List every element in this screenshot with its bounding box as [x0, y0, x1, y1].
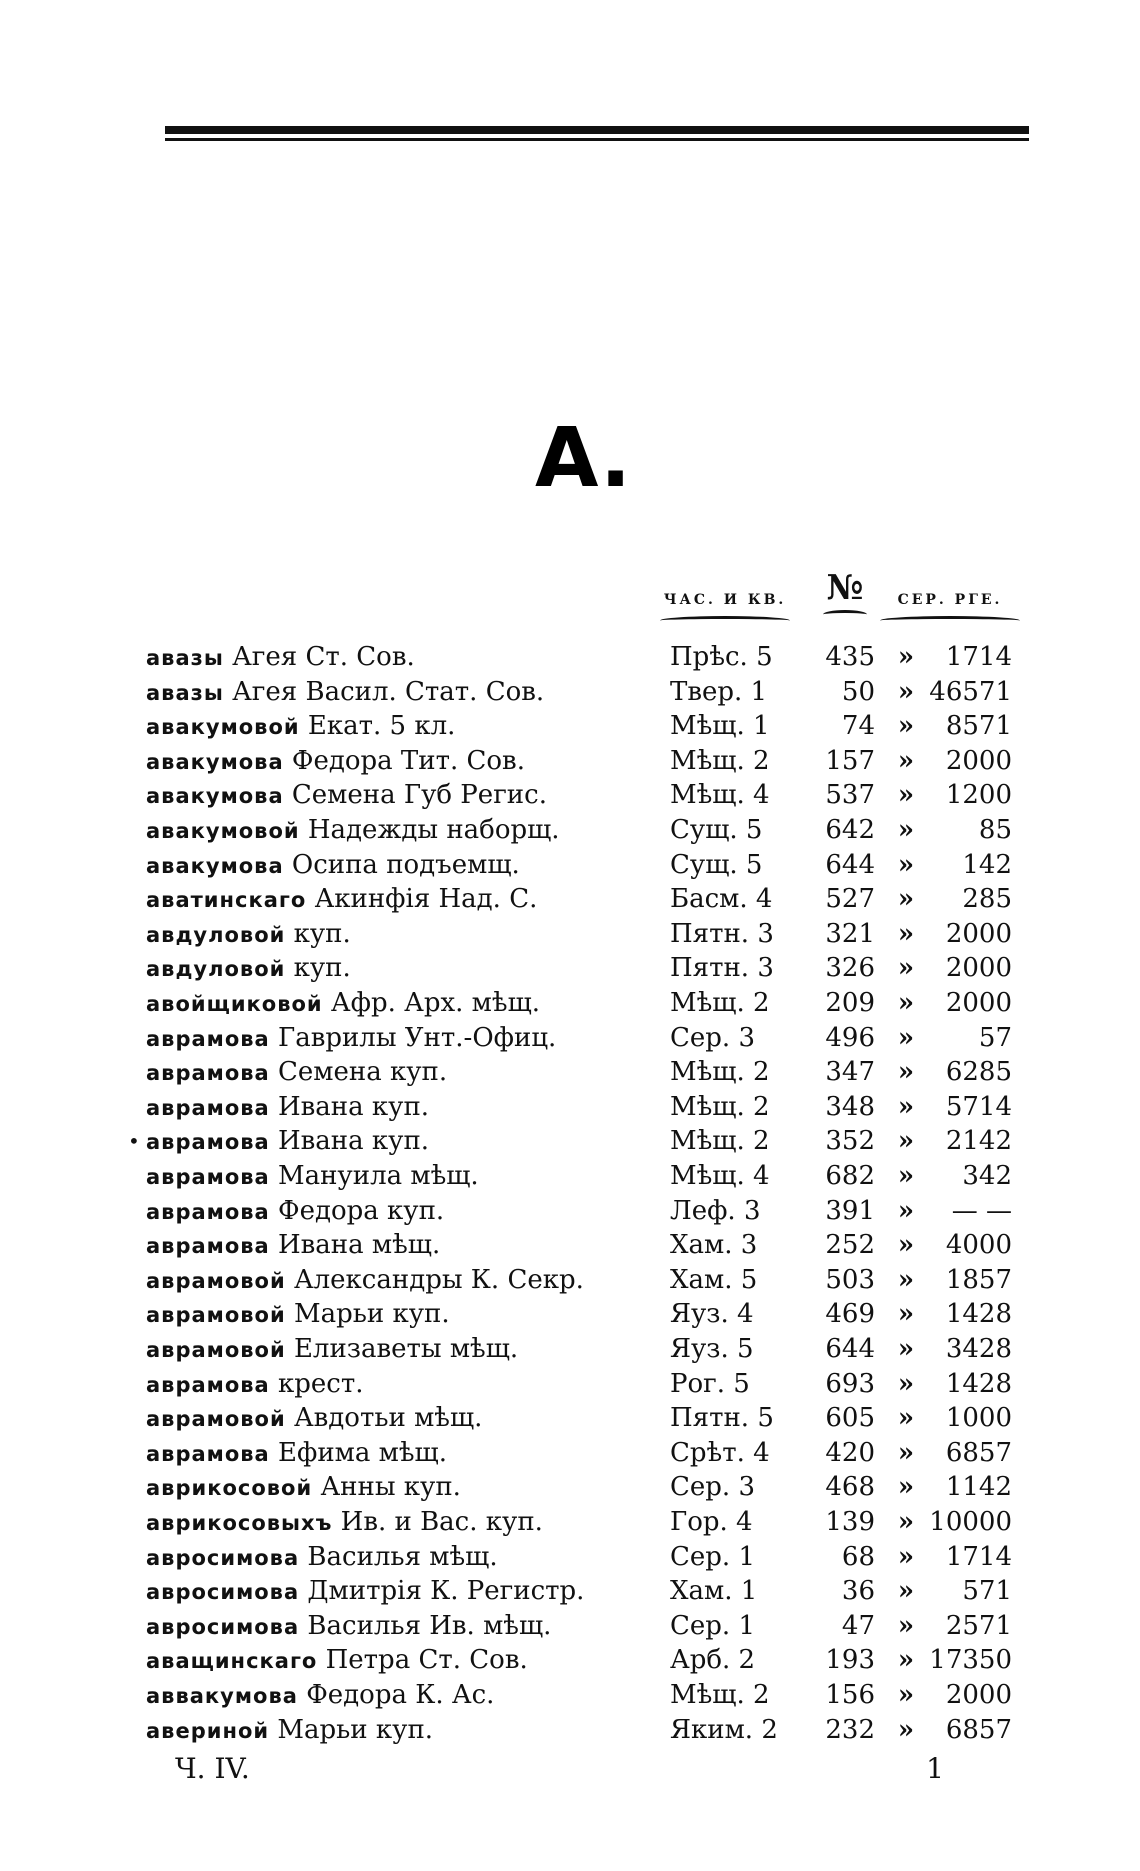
entry-name	[146, 1124, 660, 1159]
ditto-mark: »	[897, 1334, 915, 1364]
column-header-number	[815, 568, 875, 608]
column-header-series-label: СЕР. РГЕ.	[897, 592, 1003, 608]
entry-amount: 1714	[945, 642, 1012, 672]
entry-details: Дмитрія К. Регистр.	[307, 1576, 585, 1607]
ditto-mark: »	[897, 1091, 915, 1122]
entry-details: Федора К. Ас.	[306, 1680, 495, 1710]
entry-part: Сер. 1	[670, 1541, 755, 1572]
entry-details: Осипа подъемщ.	[291, 849, 520, 880]
swash-ornament	[880, 616, 1020, 625]
list-item	[0, 1124, 1140, 1158]
entry-amount: 2142	[945, 1126, 1012, 1157]
ditto-mark: »	[897, 1437, 915, 1468]
entry-name	[146, 1159, 660, 1194]
list-item	[0, 1713, 1140, 1747]
list-item	[0, 1055, 1140, 1089]
entry-part: Хам. 5	[670, 1264, 758, 1295]
entry-amount: 2000	[945, 988, 1012, 1018]
entry-part: Мѣщ. 4	[670, 1161, 770, 1191]
entry-name	[146, 1643, 660, 1678]
entry-details: Александры К. Секр.	[293, 1264, 584, 1295]
entry-details: Афр. Арх. мѣщ.	[330, 988, 541, 1018]
list-item	[0, 848, 1140, 882]
entry-amount: 2000	[945, 1680, 1012, 1710]
entry-part: Яуз. 5	[670, 1334, 754, 1364]
entry-part: Хам. 1	[670, 1576, 758, 1607]
entry-number: 209	[825, 988, 875, 1018]
list-item	[0, 986, 1140, 1020]
entry-name	[146, 675, 660, 710]
entry-part: Хам. 3	[670, 1230, 758, 1261]
ditto-mark: »	[897, 953, 915, 984]
ditto-mark: »	[897, 1368, 915, 1399]
ditto-mark: »	[897, 1264, 915, 1295]
list-item	[0, 1263, 1140, 1297]
entry-surname: аврамова	[146, 1026, 270, 1051]
list-item	[0, 1194, 1140, 1228]
entry-amount: 3428	[945, 1334, 1012, 1364]
entry-number: 68	[841, 1541, 875, 1572]
entry-number: 605	[825, 1403, 875, 1434]
entry-name	[146, 640, 660, 675]
entry-surname: аватинскаго	[146, 888, 307, 913]
list-item	[0, 1401, 1140, 1435]
entry-part: Пятн. 3	[670, 918, 774, 949]
entry-name	[146, 1228, 660, 1263]
entry-name	[146, 1055, 660, 1090]
entry-surname: авакумова	[146, 853, 284, 878]
entry-part: Пятн. 3	[670, 953, 774, 984]
entry-part: Сущ. 5	[670, 815, 763, 845]
top-rule	[165, 126, 1029, 134]
entry-part: Басм. 4	[670, 884, 773, 915]
ditto-mark: »	[897, 780, 915, 811]
entry-amount: 17350	[929, 1645, 1012, 1676]
entry-number: 252	[825, 1230, 875, 1261]
entry-number: 36	[841, 1576, 875, 1607]
entry-details: Ив. и Вас. куп.	[340, 1507, 543, 1537]
list-item	[0, 1021, 1140, 1055]
entry-surname: авдуловой	[146, 957, 286, 982]
entry-name	[146, 1090, 660, 1125]
entry-details: Ивана куп.	[277, 1126, 430, 1157]
ditto-mark: »	[897, 849, 915, 880]
entry-name	[146, 1540, 660, 1575]
entry-details: Гаврилы Унт.-Офиц.	[277, 1022, 557, 1053]
entry-surname: аврамова	[146, 1372, 270, 1397]
swash-ornament	[823, 610, 867, 619]
entry-name	[146, 986, 660, 1021]
entry-surname: аввакумова	[146, 1684, 298, 1708]
entry-number: 644	[825, 1334, 875, 1364]
entry-amount: 142	[962, 849, 1012, 880]
entry-name	[146, 882, 660, 917]
entry-details: Екат. 5 кл.	[307, 711, 456, 742]
ditto-mark: »	[897, 1022, 915, 1053]
entry-details: Марьи куп.	[293, 1299, 450, 1330]
ditto-mark: »	[897, 1645, 915, 1676]
list-item	[0, 1678, 1140, 1712]
entry-surname: авериной	[146, 1718, 270, 1743]
entry-part: Яуз. 4	[670, 1299, 754, 1330]
entry-number: 321	[825, 918, 875, 949]
entry-name	[146, 778, 660, 813]
entry-surname: авакумова	[146, 784, 284, 809]
entry-details: крест.	[277, 1368, 364, 1399]
entry-surname: авросимова	[146, 1545, 300, 1570]
entry-number: 682	[825, 1161, 875, 1191]
entry-part: Мѣщ. 2	[670, 1126, 770, 1157]
entry-name	[146, 917, 660, 952]
entry-name	[146, 1505, 660, 1540]
entry-amount: 1428	[945, 1368, 1012, 1399]
entry-details: Федора Тит. Сов.	[291, 745, 525, 776]
entry-amount: 342	[962, 1161, 1012, 1191]
entry-surname: авакумова	[146, 749, 284, 774]
entry-surname: аврамовой	[146, 1268, 286, 1293]
ditto-mark: »	[897, 1057, 915, 1088]
entry-surname: аващинскаго	[146, 1649, 318, 1674]
entry-details: Надежды наборщ.	[307, 815, 560, 845]
list-item	[0, 1643, 1140, 1677]
entry-number: 391	[825, 1195, 875, 1226]
entry-number: 50	[841, 676, 875, 707]
entry-name	[146, 1367, 660, 1402]
entry-details: куп.	[293, 953, 351, 984]
list-item	[0, 640, 1140, 674]
list-item	[0, 778, 1140, 812]
entry-details: Ефима мѣщ.	[277, 1437, 447, 1468]
entry-part: Сер. 1	[670, 1610, 755, 1641]
entry-number: 469	[825, 1299, 875, 1330]
entry-part: Мѣщ. 2	[670, 1680, 770, 1710]
entry-name	[146, 1194, 660, 1229]
list-item	[0, 1574, 1140, 1608]
entry-details: Авдотьи мѣщ.	[293, 1403, 483, 1434]
signature-mark: Ч. IV.	[175, 1752, 250, 1785]
entry-amount: 6857	[945, 1437, 1012, 1468]
entry-surname: авазы	[146, 646, 224, 670]
entry-details: Федора куп.	[277, 1195, 445, 1226]
entry-surname: авросимова	[146, 1580, 300, 1605]
section-letter: A.	[535, 411, 632, 506]
entry-surname: аврамова	[146, 1130, 270, 1155]
column-header-part	[660, 592, 790, 632]
list-item	[0, 744, 1140, 778]
entry-amount: 1857	[945, 1264, 1012, 1295]
column-header-part-label: ЧАС. И КВ.	[663, 592, 787, 608]
entry-details: Семена Губ Регис.	[291, 780, 547, 811]
entry-surname: аврикосовой	[146, 1476, 313, 1501]
entry-number: 352	[825, 1126, 875, 1157]
ditto-mark: »	[897, 1230, 915, 1261]
entry-part: Мѣщ. 1	[670, 711, 770, 742]
entry-name	[146, 1574, 660, 1609]
entry-surname: аврамова	[146, 1095, 270, 1120]
list-item	[0, 675, 1140, 709]
list-item	[0, 709, 1140, 743]
entry-part: Мѣщ. 2	[670, 1091, 770, 1122]
entry-amount: 2000	[945, 745, 1012, 776]
entry-part: Твер. 1	[670, 676, 768, 707]
entry-details: Василья мѣщ.	[307, 1541, 498, 1572]
list-item	[0, 1367, 1140, 1401]
entry-amount: 571	[962, 1576, 1012, 1607]
entry-name	[146, 1436, 660, 1471]
entry-number: 157	[825, 745, 875, 776]
list-item	[0, 813, 1140, 847]
entry-surname: авдуловой	[146, 922, 286, 947]
column-header-series	[880, 592, 1020, 632]
entry-name	[146, 848, 660, 883]
entry-details: Ивана куп.	[277, 1091, 430, 1122]
entry-name	[146, 1401, 660, 1436]
entry-name	[146, 1470, 660, 1505]
entry-surname: авазы	[146, 680, 224, 705]
ditto-mark: »	[897, 1195, 915, 1226]
entry-part: Прѣс. 5	[670, 642, 773, 672]
entry-surname: аврамовой	[146, 1338, 286, 1362]
entry-surname: аврамова	[146, 1061, 270, 1086]
entry-name	[146, 709, 660, 744]
ditto-mark: »	[897, 1680, 915, 1710]
entry-details: Василья Ив. мѣщ.	[307, 1610, 552, 1641]
entry-part: Арб. 2	[670, 1645, 756, 1676]
entry-name	[146, 1263, 660, 1298]
entry-amount: 1714	[945, 1541, 1012, 1572]
entry-amount: 1000	[945, 1403, 1012, 1434]
entry-amount: 8571	[945, 711, 1012, 742]
entry-name	[146, 1609, 660, 1644]
entry-part: Мѣщ. 4	[670, 780, 770, 811]
entry-amount: 285	[962, 884, 1012, 915]
top-rule-thin	[165, 138, 1029, 141]
entry-part: Сер. 3	[670, 1472, 755, 1503]
entry-amount: 6857	[945, 1714, 1012, 1745]
ditto-mark: »	[897, 918, 915, 949]
entry-number: 537	[825, 780, 875, 811]
entry-part: Сущ. 5	[670, 849, 763, 880]
entry-name	[146, 744, 660, 779]
entry-number: 47	[841, 1610, 875, 1641]
entry-number: 642	[825, 815, 875, 845]
list-item	[0, 951, 1140, 985]
ditto-mark: »	[897, 1161, 915, 1191]
entry-number: 496	[825, 1022, 875, 1053]
ditto-mark: »	[897, 1576, 915, 1607]
ditto-mark: »	[897, 1126, 915, 1157]
list-item	[0, 1540, 1140, 1574]
entry-surname: аврамова	[146, 1199, 270, 1224]
entry-name	[146, 1021, 660, 1056]
entry-surname: аврамовой	[146, 1303, 286, 1328]
entry-surname: авакумовой	[146, 819, 300, 843]
entry-number: 193	[825, 1645, 875, 1676]
entry-number: 347	[825, 1057, 875, 1088]
entry-number: 435	[825, 642, 875, 672]
entry-amount: 46571	[929, 676, 1012, 707]
list-item	[0, 1470, 1140, 1504]
list-item	[0, 1090, 1140, 1124]
entry-details: Анны куп.	[320, 1472, 461, 1503]
entry-surname: аврикосовыхъ	[146, 1511, 333, 1535]
entry-name	[146, 813, 660, 848]
entry-surname: аврамова	[146, 1234, 270, 1259]
entry-amount: 2571	[945, 1610, 1012, 1641]
entry-amount: — —	[951, 1195, 1012, 1226]
entry-number: 503	[825, 1264, 875, 1295]
entry-details: Агея Васил. Стат. Сов.	[232, 676, 545, 707]
entry-details: Агея Ст. Сов.	[232, 642, 415, 672]
entry-details: Петра Ст. Сов.	[325, 1645, 528, 1676]
list-item	[0, 1332, 1140, 1366]
entry-name	[146, 1678, 660, 1713]
ditto-mark: »	[897, 745, 915, 776]
entry-amount: 57	[978, 1022, 1012, 1053]
ditto-mark: »	[897, 1507, 915, 1537]
entry-details: Марьи куп.	[277, 1714, 434, 1745]
list-item	[0, 1609, 1140, 1643]
swash-ornament	[660, 616, 790, 625]
entry-amount: 5714	[945, 1091, 1012, 1122]
entry-number: 139	[825, 1507, 875, 1537]
entry-name	[146, 1332, 660, 1367]
entry-details: Семена куп.	[277, 1057, 448, 1088]
entry-number: 468	[825, 1472, 875, 1503]
entry-amount: 2000	[945, 953, 1012, 984]
ditto-mark: »	[897, 1714, 915, 1745]
entry-part: Мѣщ. 2	[670, 988, 770, 1018]
ditto-mark: »	[897, 676, 915, 707]
entry-surname: авросимова	[146, 1614, 300, 1639]
entry-details: Мануила мѣщ.	[277, 1161, 479, 1191]
ditto-mark: »	[897, 1610, 915, 1641]
entry-part: Гор. 4	[670, 1507, 753, 1537]
ditto-mark: »	[897, 1299, 915, 1330]
ditto-mark: »	[897, 815, 915, 845]
entry-number: 156	[825, 1680, 875, 1710]
entry-amount: 1200	[945, 780, 1012, 811]
list-item	[0, 1228, 1140, 1262]
entry-amount: 10000	[929, 1507, 1012, 1537]
entry-number: 74	[841, 711, 875, 742]
entry-details: Елизаветы мѣщ.	[293, 1334, 519, 1364]
entry-part: Срѣт. 4	[670, 1437, 770, 1468]
entry-part: Мѣщ. 2	[670, 745, 770, 776]
ditto-mark: »	[897, 1403, 915, 1434]
ditto-mark: »	[897, 988, 915, 1018]
entry-number: 326	[825, 953, 875, 984]
entry-amount: 85	[978, 815, 1012, 845]
entry-name	[146, 951, 660, 986]
entry-amount: 4000	[945, 1230, 1012, 1261]
entry-surname: авакумовой	[146, 715, 300, 740]
entry-surname: аврамова	[146, 1165, 270, 1189]
list-item	[0, 882, 1140, 916]
entry-number: 527	[825, 884, 875, 915]
entry-number: 348	[825, 1091, 875, 1122]
list-item	[0, 1159, 1140, 1193]
entry-number: 644	[825, 849, 875, 880]
entry-part: Рог. 5	[670, 1368, 750, 1399]
entry-part: Сер. 3	[670, 1022, 755, 1053]
entry-amount: 1428	[945, 1299, 1012, 1330]
ditto-mark: »	[897, 884, 915, 915]
column-header-number-label: №	[826, 568, 864, 608]
entry-surname: аврамовой	[146, 1407, 286, 1432]
entry-part: Леф. 3	[670, 1195, 761, 1226]
entry-name	[146, 1297, 660, 1332]
entry-details: Ивана мѣщ.	[277, 1230, 441, 1261]
entry-details: куп.	[293, 918, 351, 949]
entry-number: 693	[825, 1368, 875, 1399]
entry-amount: 6285	[945, 1057, 1012, 1088]
entry-number: 232	[825, 1714, 875, 1745]
ditto-mark: »	[897, 1541, 915, 1572]
ditto-mark: »	[897, 711, 915, 742]
list-item	[0, 1297, 1140, 1331]
list-item	[0, 917, 1140, 951]
entry-details: Акинфія Над. С.	[314, 884, 538, 915]
ditto-mark: »	[897, 1472, 915, 1503]
list-item	[0, 1505, 1140, 1539]
entry-surname: авойщиковой	[146, 992, 323, 1016]
entry-part: Мѣщ. 2	[670, 1057, 770, 1088]
entry-part: Пятн. 5	[670, 1403, 774, 1434]
entry-part: Яким. 2	[670, 1714, 778, 1745]
entry-amount: 2000	[945, 918, 1012, 949]
page-number: 1	[926, 1752, 944, 1785]
entry-number: 420	[825, 1437, 875, 1468]
list-item	[0, 1436, 1140, 1470]
entry-surname: аврамова	[146, 1441, 270, 1466]
ditto-mark: »	[897, 642, 915, 672]
bullet-mark: •	[128, 1129, 140, 1154]
entry-amount: 1142	[945, 1472, 1012, 1503]
entry-name	[146, 1713, 660, 1748]
